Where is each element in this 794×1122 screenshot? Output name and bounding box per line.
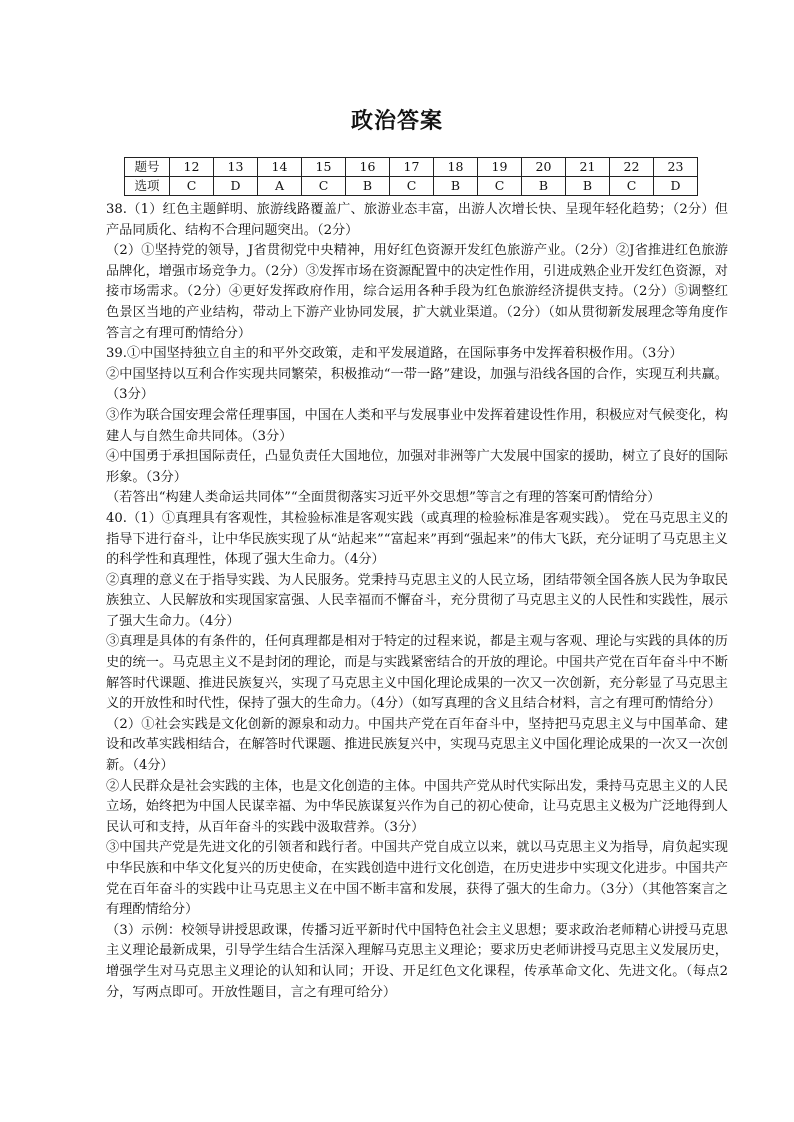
question-number: 18 [434, 158, 478, 177]
answer-option: B [346, 177, 390, 196]
question-number: 21 [566, 158, 610, 177]
answer-40-2-point2: ②人民群众是社会实践的主体，也是文化创造的主体。中国共产党从时代实际出发，秉持马克思主义的人民立场，始终把为中国人民谋幸福、为中华民族谋复兴作为自己的初心使命，让马克思主义极为广泛地得到人民认可和支持，从百年奋斗的实践中汲取营养。（3分） [106, 778, 728, 835]
answer-option-row [125, 177, 698, 196]
answer-40-1-point2: ②真理的意义在于指导实践、为人民服务。党秉持马克思主义的人民立场，团结带领全国各族人民为争取民族独立、人民解放和实现国家富强、人民幸福而不懈奋斗，充分贯彻了马克思主义的人民性和实践性，展示了强大生命力。（4分） [106, 572, 728, 629]
answer-39-point3: ③作为联合国安理会常任理事国，中国在人类和平与发展事业中发挥着建设性作用，积极应对气候变化，构建人与自然生命共同体。（3分） [106, 407, 728, 444]
row-label: 选项 [125, 177, 170, 196]
answer-40-2-point1: （2）①社会实践是文化创新的源泉和动力。中国共产党在百年奋斗中，坚持把马克思主义与中国革命、建设和改革实践相结合，在解答时代课题、推进民族复兴中，实现马克思主义中国化理论成果的一次又一次创新。（4分） [106, 716, 728, 774]
answer-option: A [258, 177, 302, 196]
answer-option: B [566, 177, 610, 196]
row-label: 题号 [125, 158, 170, 177]
page-title: 政治答案 [350, 109, 443, 134]
question-number-row [125, 158, 698, 177]
answer-40-1-point1: 40.（1）①真理具有客观性，其检验标准是客观实践（或真理的检验标准是客观实践）。 党在马克思主义的指导下进行奋斗，让中华民族实现了从“站起来”“富起来”再到“强起来”的伟大飞跃，充分证明了马克思主义的科学性和真理性，体现了强大生命力。（4分） [106, 510, 728, 568]
question-number: 22 [610, 158, 654, 177]
question-number: 17 [390, 158, 434, 177]
answer-option: B [522, 177, 566, 196]
question-number: 20 [522, 158, 566, 177]
answer-39-point4: ④中国勇于承担国际责任，凸显负责任大国地位，加强对非洲等广大发展中国家的援助，树立了良好的国际形象。（3分） [106, 449, 728, 485]
question-number: 12 [170, 158, 214, 177]
answer-38-part1: 38.（1）红色主题鲜明、旅游线路覆盖广、旅游业态丰富，出游人次增长快、呈现年轻化趋势；（2分）但产品同质化、结构不合理问题突出。（2分） [106, 202, 728, 238]
answer-40-3: （3）示例：校领导讲授思政课，传播习近平新时代中国特色社会主义思想；要求政治老师精心讲授马克思主义理论最新成果，引导学生结合生活深入理解马克思主义理论；要求历史老师讲授马克思主义发展历史，增强学生对马克思主义理论的认知和认同；开设、开足红色文化课程，传承革命文化、先进文化。（每点2分，写两点即可。开放性题目，言之有理可给分） [106, 922, 728, 1000]
answer-40-1-point3: ③真理是具体的有条件的，任何真理都是相对于特定的过程来说，都是主观与客观、理论与实践的具体的历史的统一。马克思主义不是封闭的理论，而是与实践紧密结合的开放的理论。中国共产党在百年奋斗中不断解答时代课题、推进民族复兴，实现了马克思主义中国化理论成果的一次又一次创新，充分彰显了马克思主义的开放性和时代性，保持了强大的生命力。（4分）（如写真理的含义且结合材料，言之有理可酌情给分） [106, 634, 728, 712]
question-number: 14 [258, 158, 302, 177]
question-number: 19 [478, 158, 522, 177]
answer-option: C [302, 177, 346, 196]
question-number: 15 [302, 158, 346, 177]
answer-option: D [654, 177, 698, 196]
question-number: 16 [346, 158, 390, 177]
question-number: 23 [654, 158, 698, 177]
answer-40-2-point3: ③中国共产党是先进文化的引领者和践行者。中国共产党自成立以来，就以马克思主义为指导，肩负起实现中华民族和中华文化复兴的历史使命，在实践创造中进行文化创造，在历史进步中实现文化进步。中国共产党在百年奋斗的实践中让马克思主义在中国不断丰富和发展，获得了强大的生命力。（3分）（其他答案言之有理酌情给分） [106, 840, 728, 918]
answer-39-point1: 39.①中国坚持独立自主的和平外交政策，走和平发展道路，在国际事务中发挥着积极作用。（3分） [106, 346, 683, 362]
answer-option: C [390, 177, 434, 196]
answer-body [106, 200, 728, 1003]
answer-option: C [170, 177, 214, 196]
answer-option: D [214, 177, 258, 196]
answer-option: C [478, 177, 522, 196]
answer-option: C [610, 177, 654, 196]
answer-39-point2: ②中国坚持以互利合作实现共同繁荣，积极推动“一带一路”建设，加强与沿线各国的合作，实现互利共赢。（3分） [106, 366, 728, 403]
question-number: 13 [214, 158, 258, 177]
answer-38-part2: （2）①坚持党的领导，J省贯彻党中央精神，用好红色资源开发红色旅游产业。（2分）②J省推进红色旅游品牌化，增强市场竞争力。（2分）③发挥市场在资源配置中的决定性作用，引进成熟企业开发红色资源，对接市场需求。（2分）④更好发挥政府作用，综合运用各种手段为红色旅游经济提供支持。（2分）⑤调整红色景区当地的产业结构，带动上下游产业协同发展，扩大就业渠道。（2分）（如从贯彻新发展理念等角度作答言之有理可酌情给分） [106, 243, 728, 341]
answer-table [124, 157, 698, 196]
answer-39-note: （若答出“构建人类命运共同体”“全面贯彻落实习近平外交思想”等言之有理的答案可酌情给分） [106, 490, 661, 506]
answer-option: B [434, 177, 478, 196]
